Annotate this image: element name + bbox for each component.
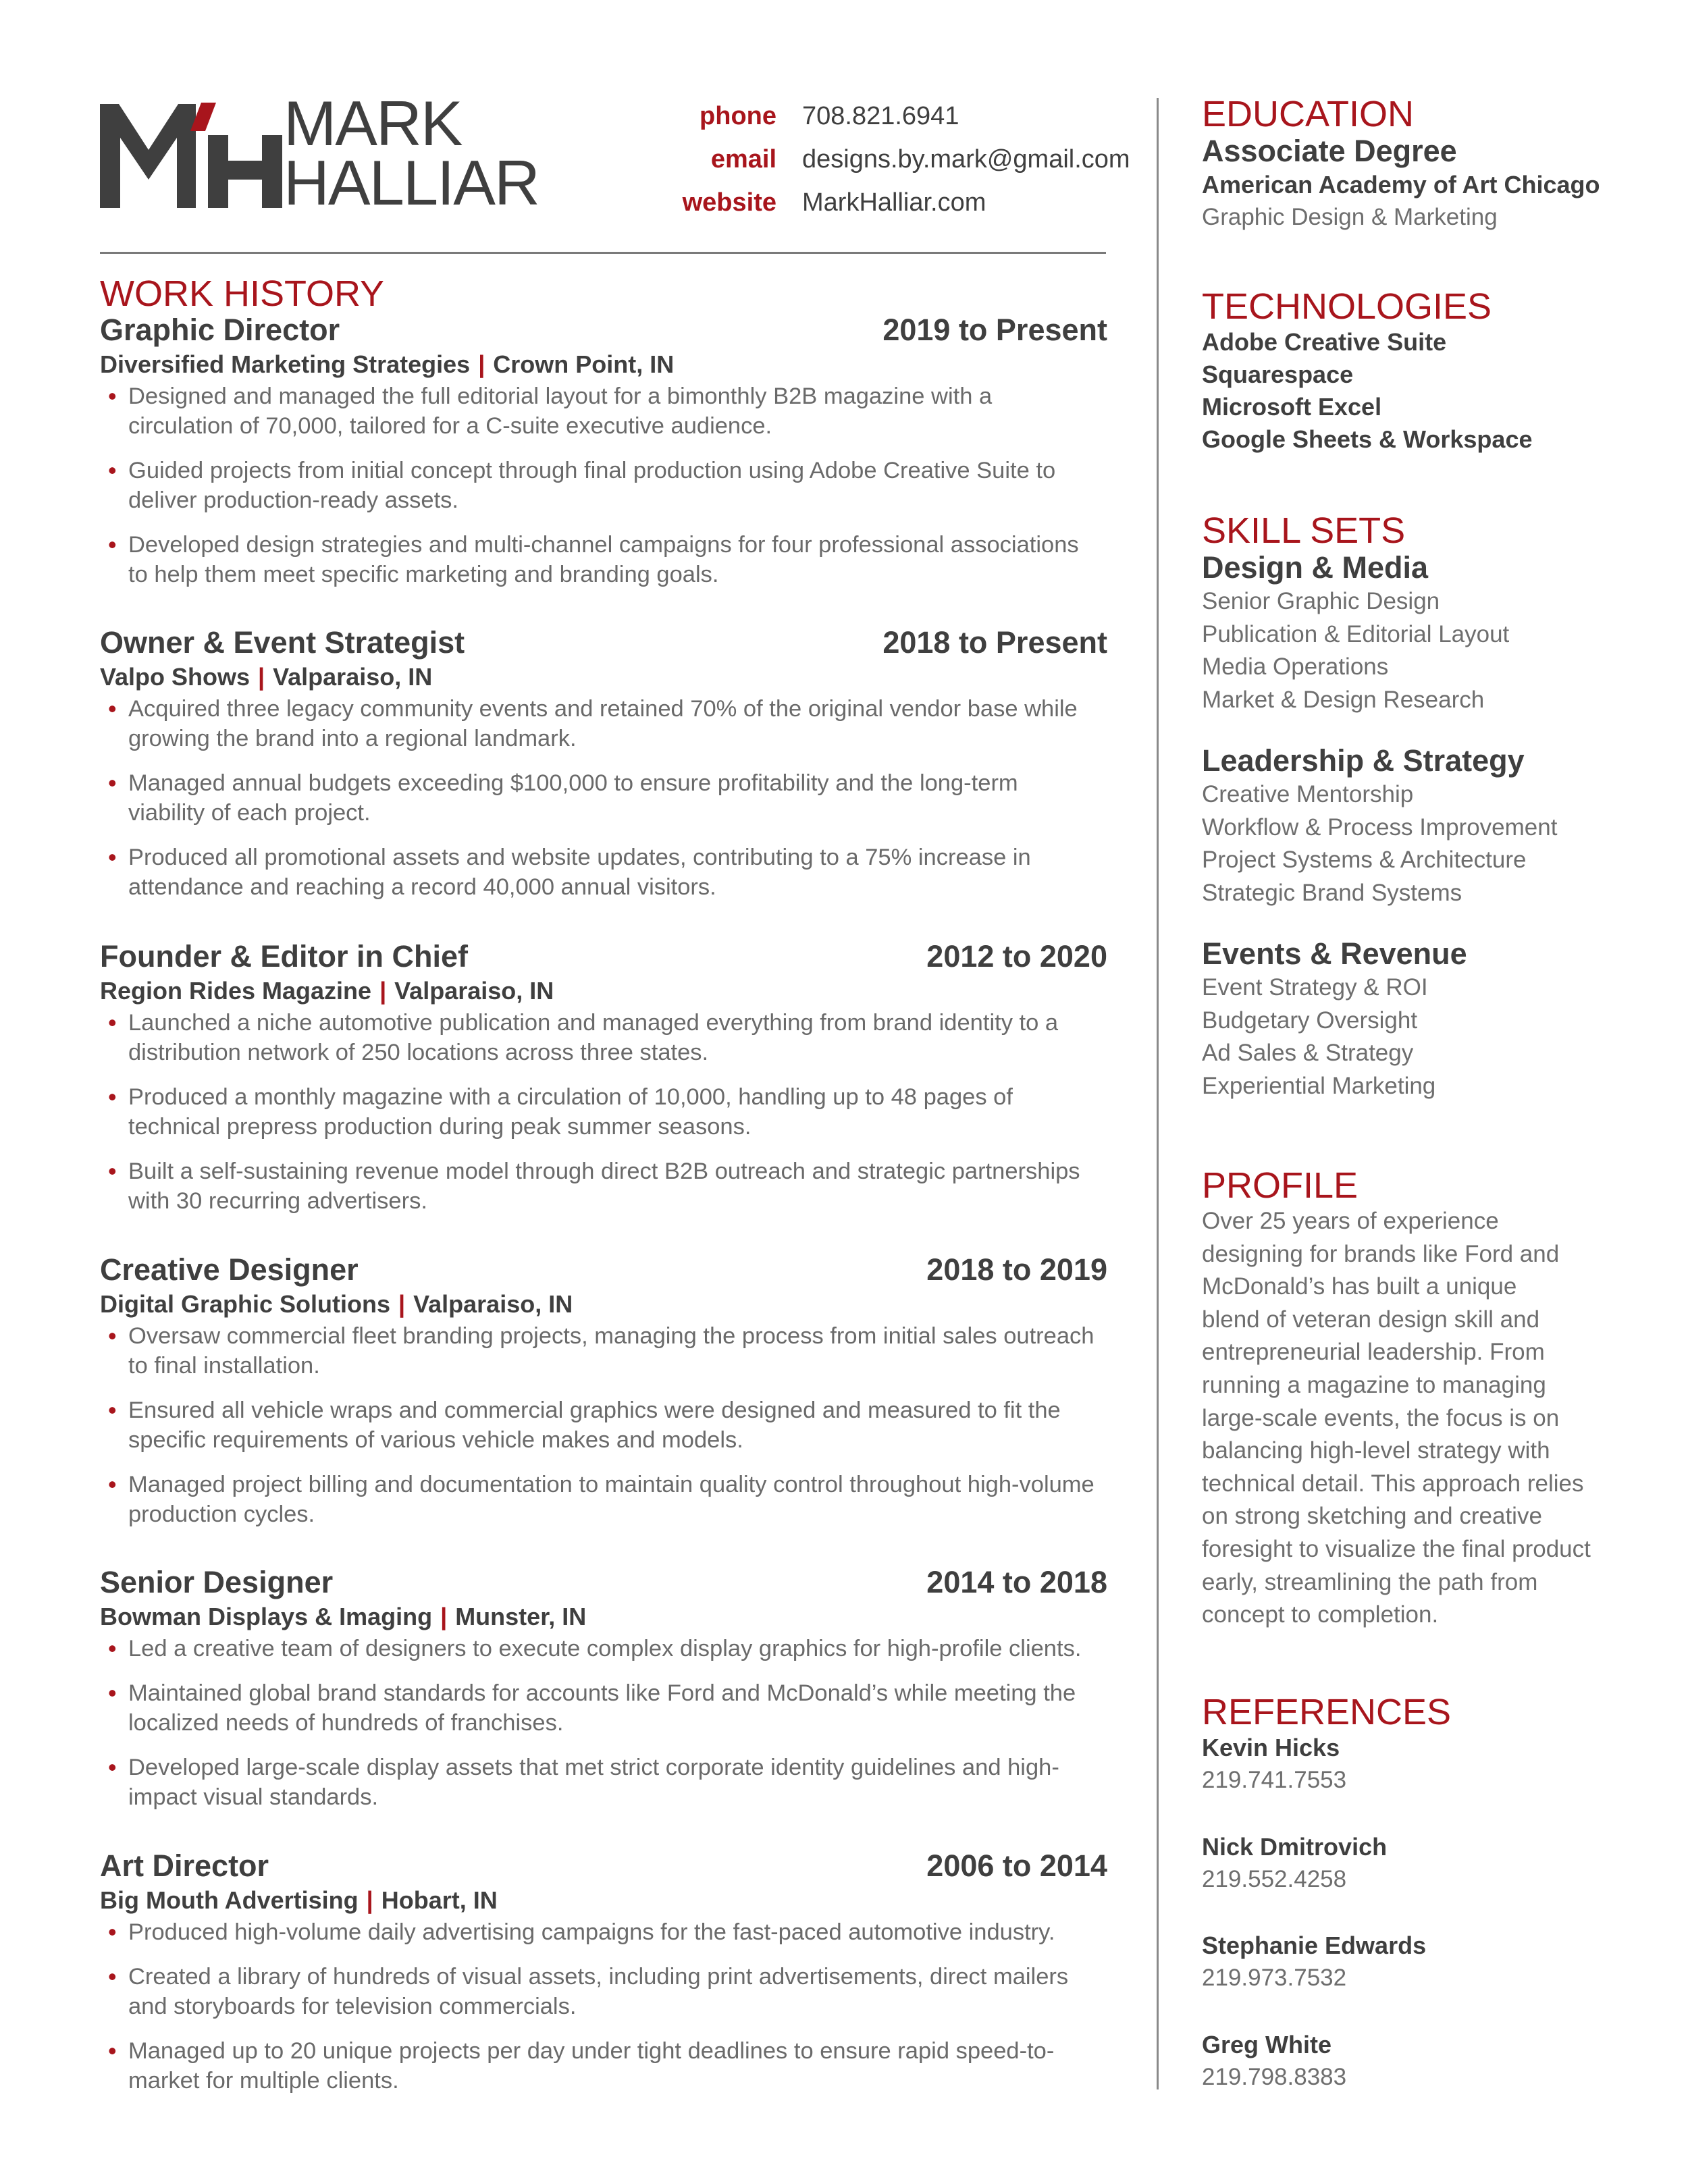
job-title: Founder & Editor in Chief xyxy=(100,939,468,974)
email-link[interactable]: designs.by.mark@gmail.com xyxy=(802,144,1130,174)
company-name: Valpo Shows xyxy=(100,663,250,691)
school: American Academy of Art Chicago xyxy=(1202,171,1600,198)
skill-group xyxy=(1202,550,1661,716)
profile-line: designing for brands like Ford and xyxy=(1202,1240,1560,1267)
job-bullets xyxy=(100,1917,1107,2096)
reference-name: Kevin Hicks xyxy=(1202,1734,1340,1761)
section-title: WORK HISTORY xyxy=(100,273,385,314)
bullet-item xyxy=(100,1962,1107,2021)
column-divider xyxy=(1157,98,1159,2089)
job-bullets xyxy=(100,1321,1107,1529)
company-location: Valparaiso, IN xyxy=(273,663,433,691)
reference-name: Stephanie Edwards xyxy=(1202,1932,1427,1959)
profile-line: entrepreneurial leadership. From xyxy=(1202,1339,1545,1366)
company-location: Munster, IN xyxy=(455,1603,587,1630)
section-title: SKILL SETS xyxy=(1202,510,1406,551)
profile-line: balancing high-level strategy with xyxy=(1202,1437,1550,1464)
reference-phone: 219.552.4258 xyxy=(1202,1865,1347,1892)
separator-bar: | xyxy=(398,1290,406,1318)
bullet-item xyxy=(100,456,1107,515)
job-entry xyxy=(100,625,1107,917)
skill-item: Project Systems & Architecture xyxy=(1202,847,1527,873)
bullet-text: Acquired three legacy community events and retained 70% of the original vendor base while growing the brand into a regional landmark. xyxy=(128,696,1078,751)
skill-item: Senior Graphic Design xyxy=(1202,588,1440,614)
job-dates: 2018 to 2019 xyxy=(926,1252,1107,1287)
name-last: HALLIAR xyxy=(284,147,539,218)
skill-group xyxy=(1202,936,1661,1102)
bullet-text: Managed up to 20 unique projects per day under tight deadlines to ensure rapid speed-to-market for multiple clients. xyxy=(128,2038,1055,2094)
bullet-dot-icon: • xyxy=(108,382,117,410)
job-bullets xyxy=(100,1634,1107,1812)
reference-item xyxy=(1202,2029,1661,2094)
bullet-item xyxy=(100,1917,1107,1947)
bullet-text: Developed large-scale display assets that met strict corporate identity guidelines and high-impact visual standards. xyxy=(128,1755,1059,1810)
bullet-dot-icon: • xyxy=(108,1918,117,1946)
company-location: Hobart, IN xyxy=(381,1886,498,1914)
skill-item: Workflow & Process Improvement xyxy=(1202,814,1558,841)
contact-phone xyxy=(635,95,1130,138)
name-first: MARK xyxy=(284,88,462,159)
reference-phone: 219.741.7553 xyxy=(1202,1767,1347,1793)
contact-email xyxy=(635,138,1130,181)
company-name: Big Mouth Advertising xyxy=(100,1886,359,1914)
job-header xyxy=(100,1252,1107,1287)
bullet-dot-icon: • xyxy=(108,1470,117,1498)
bullet-item xyxy=(100,1634,1107,1663)
separator-bar: | xyxy=(379,977,387,1005)
contact-label: email xyxy=(710,144,776,174)
profile-line: running a magazine to managing xyxy=(1202,1371,1546,1398)
job-entry xyxy=(100,1565,1107,1827)
logo xyxy=(100,88,539,218)
job-dates: 2012 to 2020 xyxy=(926,939,1107,974)
section-title: REFERENCES xyxy=(1202,1692,1452,1732)
bullet-dot-icon: • xyxy=(108,1083,117,1111)
bullet-item xyxy=(100,843,1107,902)
bullet-text: Developed design strategies and multi-channel campaigns for four professional associations to help them meet specific marketing and branding goals. xyxy=(128,532,1079,587)
job-header xyxy=(100,939,1107,974)
skill-item: Publication & Editorial Layout xyxy=(1202,620,1510,647)
bullet-dot-icon: • xyxy=(108,1634,117,1662)
job-dates: 2014 to 2018 xyxy=(926,1565,1107,1599)
job-company-line xyxy=(100,1287,1107,1321)
bullet-text: Produced a monthly magazine with a circulation of 10,000, handling up to 48 pages of technical prepress production during peak summer seasons. xyxy=(128,1084,1013,1140)
job-entry xyxy=(100,313,1107,604)
contact-website xyxy=(635,181,1130,224)
bullet-dot-icon: • xyxy=(108,695,117,722)
bullet-text: Designed and managed the full editorial layout for a bimonthly B2B magazine with a circulation of 70,000, tailored for a C-suite executive audience. xyxy=(128,383,993,439)
bullet-text: Managed project billing and documentation to maintain quality control throughout high-volume production cycles. xyxy=(128,1472,1094,1527)
skill-item: Strategic Brand Systems xyxy=(1202,879,1462,906)
references-section xyxy=(1202,1693,1661,2094)
job-bullets xyxy=(100,1008,1107,1216)
profile-line: large-scale events, the focus is on xyxy=(1202,1404,1560,1431)
bullet-text: Produced high-volume daily advertising campaigns for the fast-paced automotive industry. xyxy=(128,1919,1055,1945)
tech-item: Adobe Creative Suite xyxy=(1202,328,1447,356)
contact-label: website xyxy=(682,188,776,217)
job-company-line xyxy=(100,1600,1107,1634)
skill-item: Budgetary Oversight xyxy=(1202,1007,1418,1034)
profile-line: blend of veteran design skill and xyxy=(1202,1306,1540,1333)
skill-item: Ad Sales & Strategy xyxy=(1202,1040,1414,1066)
website-link[interactable]: MarkHalliar.com xyxy=(802,188,986,217)
bullet-item xyxy=(100,1156,1107,1216)
profile-line: concept to completion. xyxy=(1202,1601,1439,1628)
degree: Associate Degree xyxy=(1202,134,1457,168)
job-company-line xyxy=(100,1884,1107,1917)
company-name: Digital Graphic Solutions xyxy=(100,1290,391,1318)
bullet-dot-icon: • xyxy=(108,1322,117,1350)
field-of-study: Graphic Design & Marketing xyxy=(1202,204,1498,230)
skill-item: Market & Design Research xyxy=(1202,686,1485,713)
job-company-line xyxy=(100,974,1107,1008)
skill-item: Creative Mentorship xyxy=(1202,781,1414,807)
header-divider xyxy=(100,252,1106,254)
company-location: Crown Point, IN xyxy=(493,350,675,378)
profile-line: McDonald’s has built a unique xyxy=(1202,1273,1517,1300)
tech-item: Squarespace xyxy=(1202,361,1354,388)
bullet-dot-icon: • xyxy=(108,2037,117,2065)
bullet-text: Produced all promotional assets and website updates, contributing to a 75% increase in attendance and reaching a record 40,000 annual visitors. xyxy=(128,845,1031,900)
job-title: Graphic Director xyxy=(100,313,340,347)
bullet-text: Managed annual budgets exceeding $100,000 to ensure profitability and the long-term viability of each project. xyxy=(128,770,1018,826)
education-section xyxy=(1202,95,1661,234)
reference-item xyxy=(1202,1732,1661,1797)
bullet-text: Created a library of hundreds of visual assets, including print advertisements, direct mailers and storyboards for television commercials. xyxy=(128,1964,1069,2019)
bullet-item xyxy=(100,530,1107,589)
bullet-dot-icon: • xyxy=(108,843,117,871)
company-name: Diversified Marketing Strategies xyxy=(100,350,471,378)
tech-item: Google Sheets & Workspace xyxy=(1202,425,1533,453)
skill-item: Media Operations xyxy=(1202,654,1389,680)
profile-line: technical detail. This approach relies xyxy=(1202,1470,1584,1497)
job-bullets xyxy=(100,381,1107,589)
job-entry xyxy=(100,1252,1107,1544)
bullet-dot-icon: • xyxy=(108,769,117,797)
bullet-item xyxy=(100,2036,1107,2096)
section-title: PROFILE xyxy=(1202,1165,1359,1206)
skill-item: Experiential Marketing xyxy=(1202,1072,1436,1099)
bullet-item xyxy=(100,1470,1107,1529)
bullet-text: Launched a niche automotive publication and managed everything from brand identity to a distribution network of 250 locations across three states. xyxy=(128,1010,1059,1065)
bullet-text: Built a self-sustaining revenue model through direct B2B outreach and strategic partnerships with 30 recurring advertisers. xyxy=(128,1158,1080,1214)
job-dates: 2018 to Present xyxy=(882,625,1107,660)
separator-bar: | xyxy=(440,1603,448,1630)
reference-phone: 219.973.7532 xyxy=(1202,1965,1347,1991)
job-company-line xyxy=(100,348,1107,381)
job-dates: 2019 to Present xyxy=(882,313,1107,347)
bullet-item xyxy=(100,1008,1107,1067)
skill-group-title: Leadership & Strategy xyxy=(1202,743,1525,778)
profile-line: Over 25 years of experience xyxy=(1202,1208,1499,1234)
bullet-dot-icon: • xyxy=(108,456,117,484)
reference-item xyxy=(1202,1831,1661,1896)
reference-item xyxy=(1202,1929,1661,1995)
reference-phone: 219.798.8383 xyxy=(1202,2063,1347,2090)
job-company-line xyxy=(100,660,1107,694)
job-title: Art Director xyxy=(100,1848,269,1883)
bullet-text: Led a creative team of designers to execute complex display graphics for high-profile clients. xyxy=(128,1636,1082,1661)
job-header xyxy=(100,1565,1107,1600)
profile-line: early, streamlining the path from xyxy=(1202,1568,1538,1595)
bullet-dot-icon: • xyxy=(108,1753,117,1781)
reference-name: Greg White xyxy=(1202,2030,1332,2058)
bullet-dot-icon: • xyxy=(108,1679,117,1707)
separator-bar: | xyxy=(366,1886,373,1914)
contact-label: phone xyxy=(700,101,776,130)
skill-item: Event Strategy & ROI xyxy=(1202,974,1428,1001)
bullet-item xyxy=(100,768,1107,828)
profile-section xyxy=(1202,1166,1661,1632)
bullet-dot-icon: • xyxy=(108,531,117,558)
technologies-section xyxy=(1202,287,1661,456)
section-title: EDUCATION xyxy=(1202,94,1415,134)
job-title: Creative Designer xyxy=(100,1252,359,1287)
bullet-dot-icon: • xyxy=(108,1009,117,1036)
job-dates: 2006 to 2014 xyxy=(926,1848,1107,1883)
skill-group xyxy=(1202,743,1661,909)
contact-block xyxy=(635,95,1130,224)
company-location: Valparaiso, IN xyxy=(413,1290,573,1318)
company-name: Bowman Displays & Imaging xyxy=(100,1603,433,1630)
skill-sets-section xyxy=(1202,511,1661,1102)
bullet-item xyxy=(100,381,1107,441)
job-entry xyxy=(100,1848,1107,2110)
bullet-dot-icon: • xyxy=(108,1396,117,1424)
bullet-dot-icon: • xyxy=(108,1157,117,1185)
company-location: Valparaiso, IN xyxy=(394,977,554,1005)
skill-group-title: Design & Media xyxy=(1202,550,1429,585)
company-name: Region Rides Magazine xyxy=(100,977,372,1005)
bullet-item xyxy=(100,1753,1107,1812)
profile-line: on strong sketching and creative xyxy=(1202,1503,1542,1530)
bullet-text: Oversaw commercial fleet branding projects, managing the process from initial sales outreach to final installation. xyxy=(128,1323,1094,1379)
reference-name: Nick Dmitrovich xyxy=(1202,1832,1388,1861)
job-entry xyxy=(100,939,1107,1231)
phone-value[interactable]: 708.821.6941 xyxy=(802,101,959,130)
bullet-text: Maintained global brand standards for accounts like Ford and McDonald’s while meeting the localized needs of hundreds of franchises. xyxy=(128,1680,1076,1736)
job-header xyxy=(100,625,1107,660)
logo-name xyxy=(284,88,539,218)
job-title: Owner & Event Strategist xyxy=(100,625,465,660)
job-bullets xyxy=(100,694,1107,902)
bullet-item xyxy=(100,694,1107,753)
section-title: TECHNOLOGIES xyxy=(1202,286,1492,327)
profile-line: foresight to visualize the final product xyxy=(1202,1535,1591,1562)
separator-bar: | xyxy=(258,663,265,691)
mh-monogram-icon xyxy=(100,96,289,211)
job-title: Senior Designer xyxy=(100,1565,334,1599)
bullet-text: Ensured all vehicle wraps and commercial graphics were designed and measured to fit the specific requirements of various vehicle makes and models. xyxy=(128,1397,1061,1453)
separator-bar: | xyxy=(478,350,485,378)
bullet-item xyxy=(100,1082,1107,1142)
skill-group-title: Events & Revenue xyxy=(1202,936,1467,971)
bullet-text: Guided projects from initial concept through final production using Adobe Creative Suite to deliver production-ready assets. xyxy=(128,458,1056,513)
job-header xyxy=(100,1848,1107,1884)
bullet-item xyxy=(100,1321,1107,1381)
bullet-dot-icon: • xyxy=(108,1963,117,1990)
tech-item: Microsoft Excel xyxy=(1202,393,1382,421)
profile-text xyxy=(1202,1205,1607,1632)
work-history-section xyxy=(100,273,1107,314)
job-header xyxy=(100,313,1107,348)
bullet-item xyxy=(100,1678,1107,1738)
bullet-item xyxy=(100,1395,1107,1455)
